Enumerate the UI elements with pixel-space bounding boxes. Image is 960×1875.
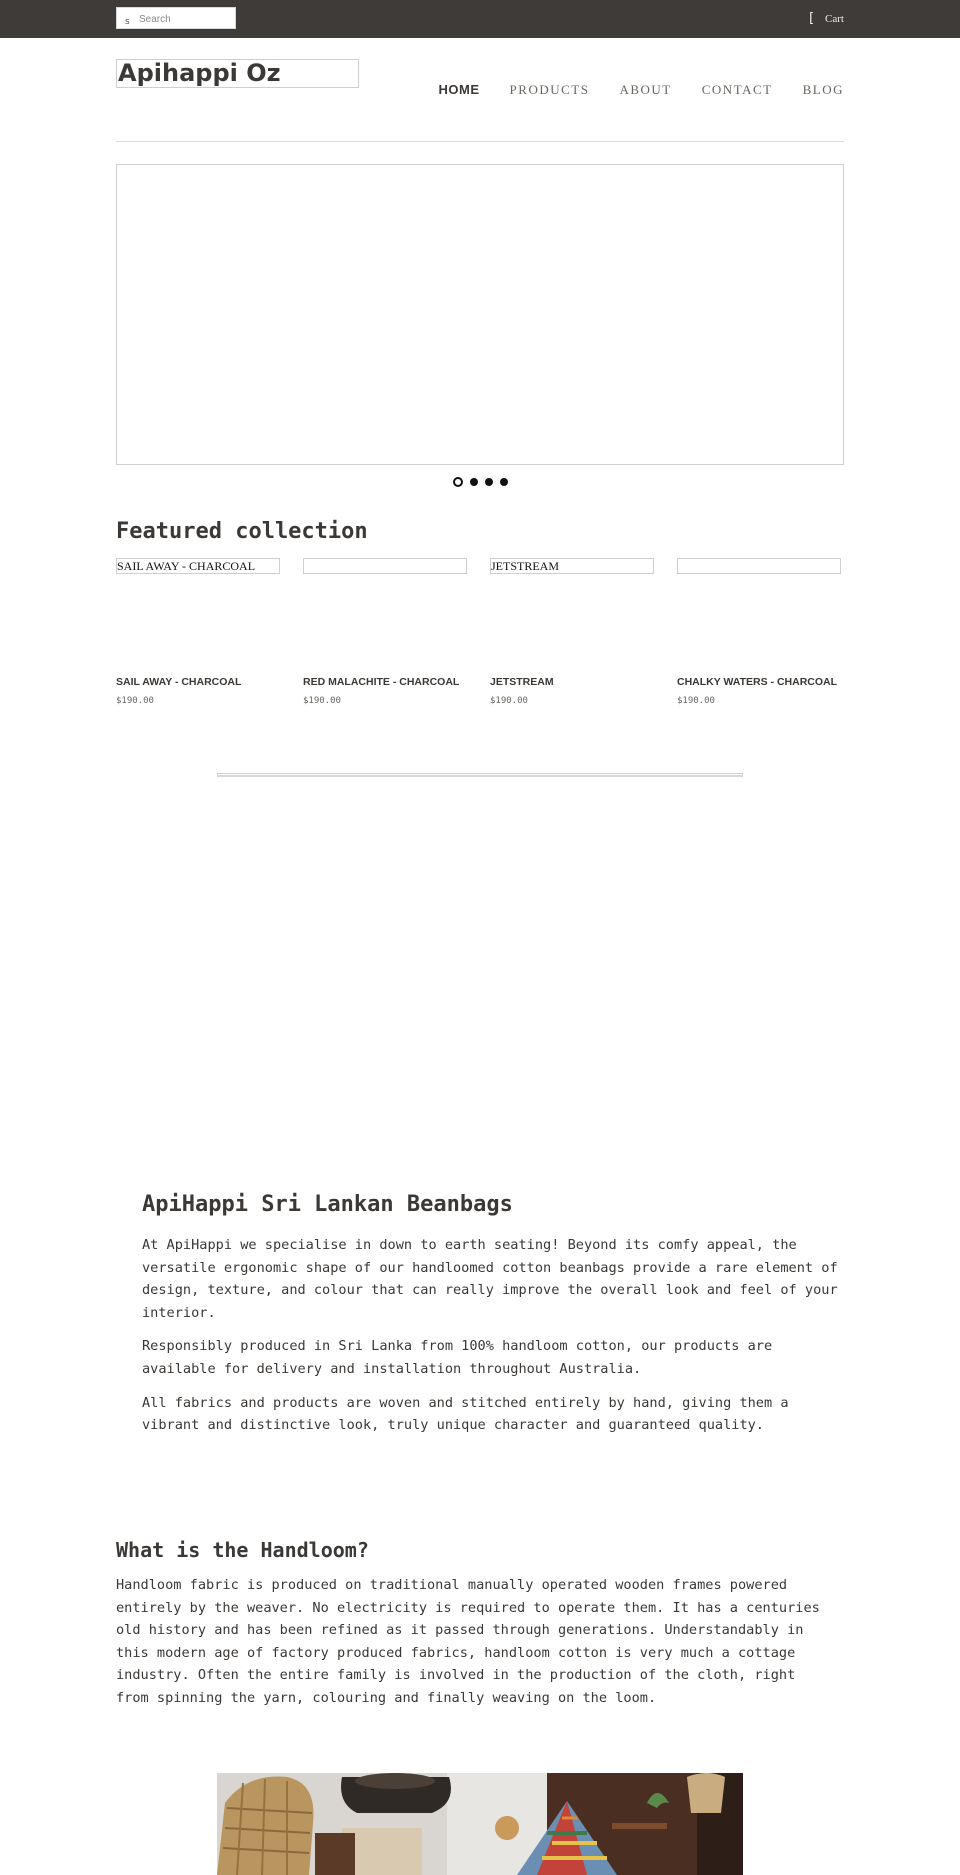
- search-icon[interactable]: s: [125, 17, 130, 27]
- about-paragraph: All fabrics and products are woven and stitched entirely by hand, giving them a vibrant and distinctive look, truly unique character and guaranteed quality.: [142, 1394, 789, 1434]
- product-price: $190.00: [677, 696, 715, 706]
- nav-item-products[interactable]: PRODUCTS: [509, 82, 590, 97]
- search-input[interactable]: [139, 12, 231, 26]
- search-form[interactable]: [116, 7, 236, 29]
- slide-dot-2[interactable]: [470, 478, 478, 486]
- about-section: [142, 1192, 844, 1448]
- product-card[interactable]: [490, 558, 654, 706]
- about-title: ApiHappi Sri Lankan Beanbags: [142, 1192, 513, 1217]
- product-image[interactable]: [303, 558, 467, 574]
- product-image[interactable]: SAIL AWAY - CHARCOAL: [116, 558, 280, 574]
- header-divider: [116, 141, 844, 142]
- site-logo[interactable]: Apihappi Oz: [116, 59, 359, 88]
- cart-link[interactable]: [807, 12, 844, 25]
- product-grid: [116, 558, 844, 706]
- embedded-video-frame[interactable]: [217, 773, 743, 777]
- cart-label: Cart: [825, 12, 844, 25]
- product-card[interactable]: [116, 558, 280, 706]
- handloom-paragraph: Handloom fabric is produced on traditional manually operated wooden frames powered entirely by the weaver. No electricity is required to operate them. It has a centuries old history and has been refined as it passed through generations. Understandably in this modern age of factory produced fabrics, handloom cotton is very much a cottage industry. Often the entire family is involved in the production of the cloth, right from spinning the yarn, colouring and finally weaving on the loom.: [116, 1577, 820, 1706]
- main-nav: [439, 82, 844, 98]
- handloom-title: What is the Handloom?: [116, 1538, 369, 1562]
- product-card[interactable]: [303, 558, 467, 706]
- product-name[interactable]: RED MALACHITE - CHARCOAL: [303, 676, 460, 688]
- nav-item-blog[interactable]: BLOG: [802, 82, 844, 97]
- nav-item-home[interactable]: HOME: [438, 82, 480, 97]
- about-paragraph: At ApiHappi we specialise in down to earth seating! Beyond its comfy appeal, the versatile ergonomic shape of our handloomed cotton beanbags provide a rare element of design, texture, and colour that can really improve the overall look and feel of your interior.: [142, 1237, 838, 1321]
- product-card[interactable]: [677, 558, 841, 706]
- slide-dot-3[interactable]: [485, 478, 493, 486]
- slide-dot-4[interactable]: [500, 478, 508, 486]
- product-image[interactable]: [677, 558, 841, 574]
- handloom-section: [116, 1538, 826, 1710]
- about-paragraph: Responsibly produced in Sri Lanka from 100% handloom cotton, our products are available for delivery and installation throughout Australia.: [142, 1338, 773, 1377]
- product-image[interactable]: JETSTREAM: [490, 558, 654, 574]
- product-price: $190.00: [303, 696, 341, 706]
- product-name[interactable]: JETSTREAM: [490, 676, 554, 688]
- product-name[interactable]: SAIL AWAY - CHARCOAL: [116, 676, 242, 688]
- nav-item-about[interactable]: ABOUT: [619, 82, 672, 97]
- product-price: $190.00: [490, 696, 528, 706]
- top-bar: [0, 0, 960, 38]
- product-name[interactable]: CHALKY WATERS - CHARCOAL: [677, 676, 838, 688]
- nav-item-contact[interactable]: CONTACT: [701, 82, 773, 97]
- featured-collection-title: Featured collection: [116, 519, 368, 544]
- cart-icon: [: [807, 11, 816, 26]
- slideshow-pagination: [453, 477, 508, 487]
- beanbag-photo-graphic: [217, 1773, 743, 1875]
- product-price: $190.00: [116, 696, 154, 706]
- beanbag-photo: [217, 1773, 743, 1875]
- hero-slideshow[interactable]: [116, 164, 844, 465]
- slide-dot-1[interactable]: [453, 477, 463, 487]
